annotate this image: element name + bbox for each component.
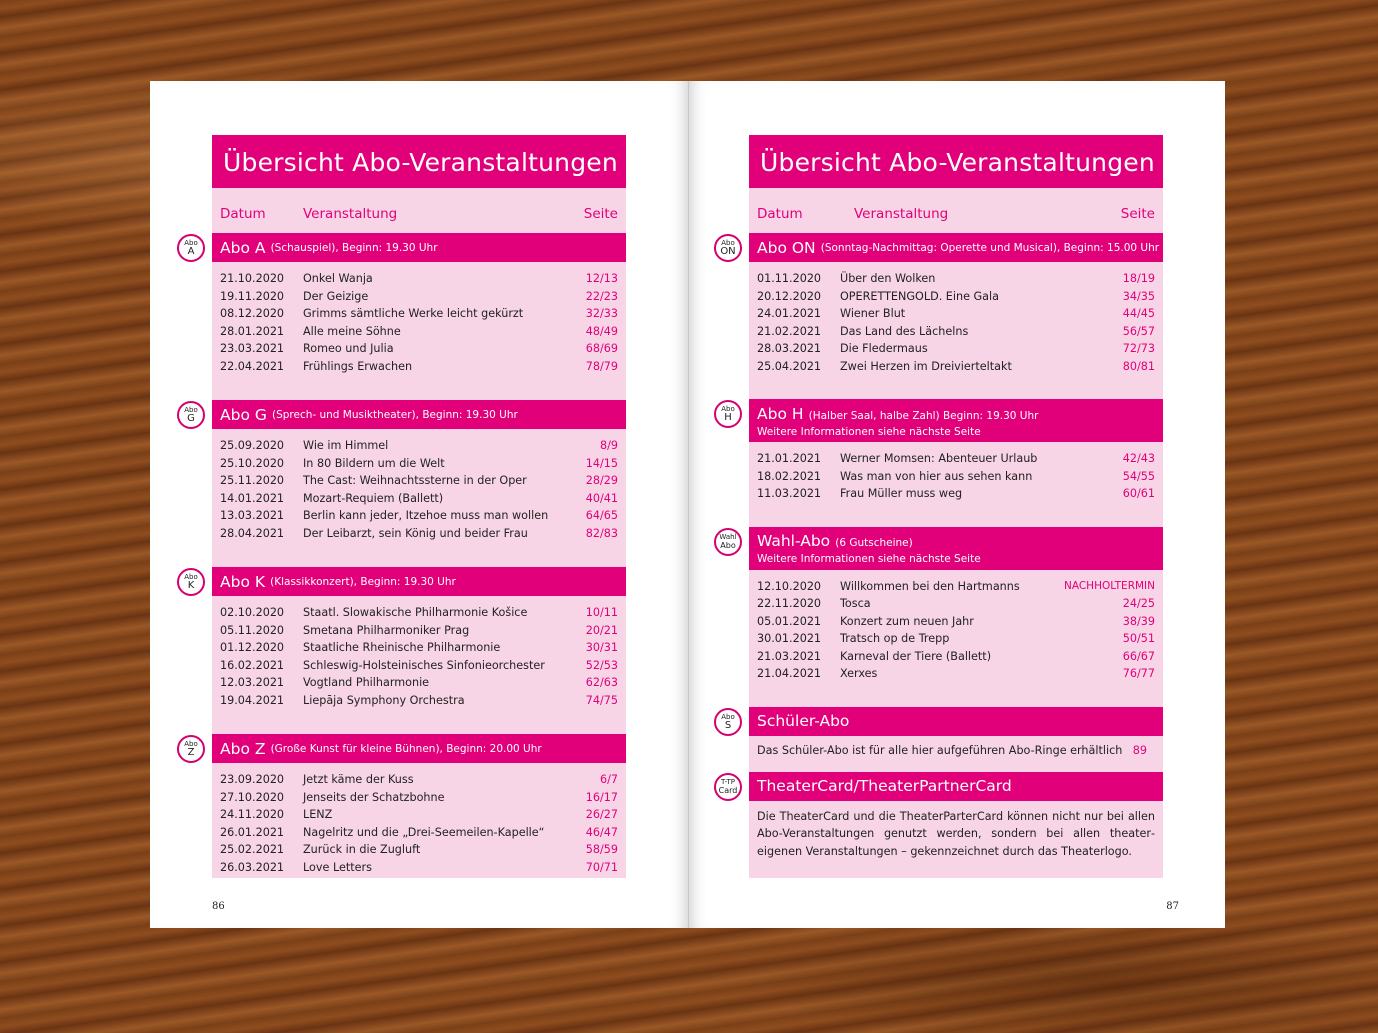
event-row (212, 692, 626, 710)
event-row (749, 648, 1163, 666)
event-row (749, 450, 1163, 468)
event-title: Der Leibarzt, sein König und beider Frau (303, 526, 528, 540)
page-title: Übersicht Abo-Veranstaltungen (749, 135, 1163, 188)
event-page: 42/43 (1122, 452, 1155, 465)
left-sections (184, 233, 626, 901)
event-row (749, 613, 1163, 631)
abo-badge-icon: Abo Z (177, 735, 205, 763)
event-title: Wiener Blut (840, 307, 906, 320)
event-row (749, 340, 1163, 358)
abo-badge-icon: Abo K (177, 568, 205, 596)
event-row (212, 859, 626, 877)
event-row (749, 485, 1163, 503)
event-page: 34/35 (1122, 289, 1155, 303)
event-date: 24.01.2021 (757, 307, 822, 320)
event-title: Mozart-Requiem (Ballett) (303, 491, 444, 505)
right-content (718, 135, 1163, 878)
event-page: 62/63 (585, 676, 618, 689)
event-date: 02.10.2020 (220, 606, 285, 619)
event-title: LENZ (303, 808, 333, 821)
section-detail: (Halber Saal, halbe Zahl) Beginn: 19.30 Uhr (808, 409, 1039, 422)
event-page: 60/61 (1122, 487, 1155, 500)
event-date: 26.01.2021 (220, 825, 285, 839)
section-detail: (Große Kunst für kleine Bühnen), Beginn: 20.00 Uhr (270, 742, 542, 755)
event-row (749, 288, 1163, 306)
event-page: 40/41 (585, 491, 618, 505)
left-page (150, 81, 688, 928)
event-title: Wie im Himmel (303, 439, 389, 452)
event-title: Jetzt käme der Kuss (303, 773, 414, 786)
column-date: Datum (220, 206, 266, 222)
event-row (212, 437, 626, 455)
event-page: 82/83 (585, 526, 618, 540)
event-title: Tratsch op de Trepp (840, 632, 950, 645)
event-date: 05.01.2021 (757, 614, 822, 628)
event-title: OPERETTENGOLD. Eine Gala (840, 289, 1000, 303)
theatercard-badge-icon: T-TP Card (714, 773, 742, 801)
event-title: Xerxes (840, 667, 878, 680)
event-list (212, 262, 626, 384)
event-page: 32/33 (585, 307, 618, 320)
event-row (212, 305, 626, 323)
section-bar (749, 233, 1163, 262)
event-title: Zurück in die Zugluft (303, 843, 421, 856)
event-list (749, 442, 1163, 512)
event-page: 64/65 (585, 509, 618, 522)
event-title: Onkel Wanja (303, 272, 373, 285)
event-page: 46/47 (585, 825, 618, 839)
schueler-info (749, 736, 1163, 766)
event-page: 58/59 (585, 843, 618, 856)
section-name: Abo ON (757, 238, 816, 257)
abo-section (720, 233, 1163, 384)
event-row (212, 455, 626, 473)
event-title: The Cast: Weihnachtssterne in der Oper (303, 474, 527, 487)
column-header (212, 188, 626, 233)
schueler-abo-section (721, 707, 1163, 766)
event-page: 70/71 (585, 860, 618, 874)
event-date: 28.01.2021 (220, 324, 285, 338)
event-date: 21.01.2021 (757, 452, 822, 465)
section-detail: (Klassikkonzert), Beginn: 19.30 Uhr (270, 575, 456, 588)
event-title: Liepāja Symphony Orchestra (303, 693, 465, 707)
event-row (749, 468, 1163, 486)
section-detail: (Sprech- und Musiktheater), Beginn: 19.30 Uhr (271, 408, 518, 421)
event-title: Zwei Herzen im Dreivierteltakt (840, 359, 1012, 373)
section-bar (212, 734, 626, 763)
event-date: 28.03.2021 (757, 342, 822, 355)
abo-section (184, 400, 626, 551)
event-row (212, 806, 626, 824)
event-page: 54/55 (1122, 469, 1155, 483)
event-row (749, 323, 1163, 341)
right-sections (719, 233, 1163, 707)
event-title: Karneval der Tiere (Ballett) (840, 649, 992, 663)
event-title: Frühlings Erwachen (303, 359, 413, 373)
event-list (212, 596, 626, 718)
right-page (689, 81, 1225, 928)
event-title: Nagelritz und die „Drei-Seemeilen-Kapelle“ (303, 825, 545, 839)
event-title: Tosca (840, 597, 871, 610)
section-detail: (Sonntag-Nachmittag: Operette und Musical), Beginn: 15.00 Uhr (820, 241, 1160, 254)
event-page: 24/25 (1122, 597, 1155, 610)
event-date: 23.09.2020 (220, 773, 285, 786)
event-list (212, 429, 626, 551)
event-date: 27.10.2020 (220, 790, 285, 804)
page-title: Übersicht Abo-Veranstaltungen (212, 135, 626, 188)
event-date: 23.03.2021 (220, 342, 285, 355)
page-number: 86 (212, 901, 225, 912)
event-date: 22.04.2021 (220, 359, 285, 373)
event-page: 22/23 (585, 289, 618, 303)
event-row (212, 358, 626, 376)
event-title: Love Letters (303, 860, 372, 874)
column-page: Seite (1120, 206, 1155, 222)
event-title: Über den Wolken (840, 272, 936, 285)
event-page: 28/29 (585, 474, 618, 487)
event-page: 50/51 (1122, 632, 1155, 645)
event-page: 72/73 (1122, 342, 1155, 355)
event-date: 25.11.2020 (220, 474, 285, 487)
event-row (212, 525, 626, 543)
theatercard-section (718, 772, 1163, 861)
event-date: 11.03.2021 (757, 487, 822, 500)
event-title: In 80 Bildern um die Welt (303, 456, 445, 470)
event-title: Was man von hier aus sehen kann (840, 469, 1033, 483)
event-page: 68/69 (585, 342, 618, 355)
event-row (749, 358, 1163, 376)
event-page: 26/27 (585, 808, 618, 821)
event-list (212, 763, 626, 885)
event-page: 10/11 (585, 606, 618, 619)
abo-badge-icon: Abo S (714, 708, 742, 736)
section-name: Abo K (220, 572, 266, 591)
section-bar (212, 233, 626, 262)
event-page: NACHHOLTERMIN (1064, 579, 1155, 592)
event-date: 19.11.2020 (220, 289, 285, 303)
event-row (212, 771, 626, 789)
event-row (212, 841, 626, 859)
section-name: TheaterCard/TheaterPartnerCard (757, 777, 1012, 795)
event-date: 14.01.2021 (220, 491, 285, 505)
event-page: 30/31 (585, 641, 618, 654)
abo-section (184, 233, 626, 384)
event-date: 30.01.2021 (757, 632, 822, 645)
event-date: 08.12.2020 (220, 307, 285, 320)
event-page: 12/13 (585, 272, 618, 285)
event-page: 14/15 (585, 456, 618, 470)
event-row (212, 639, 626, 657)
event-row (212, 789, 626, 807)
event-date: 19.04.2021 (220, 693, 285, 707)
event-row (212, 507, 626, 525)
column-page: Seite (583, 206, 618, 222)
event-date: 01.12.2020 (220, 641, 285, 654)
event-row (212, 674, 626, 692)
section-name: Abo Z (220, 739, 266, 758)
event-page: 8/9 (599, 439, 618, 452)
event-page: 48/49 (585, 324, 618, 338)
event-date: 22.11.2020 (757, 597, 822, 610)
page-number: 87 (1166, 901, 1179, 912)
section-subtitle: Weitere Informationen siehe nächste Seite (757, 425, 981, 438)
section-bar (749, 527, 1163, 570)
event-row (212, 622, 626, 640)
event-title: Berlin kann jeder, Itzehoe muss man wollen (303, 509, 549, 522)
event-title: Willkommen bei den Hartmanns (840, 579, 1020, 593)
schueler-page: 89 (1132, 743, 1147, 757)
event-date: 21.02.2021 (757, 324, 822, 338)
section-name: Abo H (757, 404, 804, 423)
abo-badge-icon: Abo A (177, 234, 205, 262)
column-event: Veranstaltung (303, 206, 398, 222)
section-name: Schüler-Abo (757, 712, 850, 730)
event-page: 20/21 (585, 623, 618, 637)
event-row (212, 323, 626, 341)
column-header (749, 188, 1163, 233)
event-date: 18.02.2021 (757, 469, 822, 483)
event-date: 05.11.2020 (220, 623, 285, 637)
section-detail: (Schauspiel), Beginn: 19.30 Uhr (270, 241, 438, 254)
event-row (749, 578, 1163, 596)
event-date: 20.12.2020 (757, 289, 822, 303)
event-page: 16/17 (585, 790, 618, 804)
event-title: Schleswig-Holsteinisches Sinfonieorchester (303, 658, 545, 672)
event-row (212, 288, 626, 306)
event-title: Die Fledermaus (840, 342, 928, 355)
section-bar (749, 772, 1163, 801)
event-row (212, 657, 626, 675)
event-date: 12.10.2020 (757, 579, 822, 593)
event-title: Werner Momsen: Abenteuer Urlaub (840, 452, 1038, 465)
event-row (749, 305, 1163, 323)
event-row (212, 604, 626, 622)
event-title: Staatliche Rheinische Philharmonie (303, 641, 501, 654)
event-title: Grimms sämtliche Werke leicht gekürzt (303, 307, 524, 320)
event-row (749, 665, 1163, 683)
abo-section (721, 399, 1163, 512)
event-date: 12.03.2021 (220, 676, 285, 689)
event-title: Das Land des Lächelns (840, 324, 969, 338)
event-page: 38/39 (1122, 614, 1155, 628)
event-page: 74/75 (585, 693, 618, 707)
theatercard-text: Die TheaterCard und die TheaterParterCard können nicht nur bei allen Abo-Veranstaltungen genutzt werden, sondern bei allen theatereigenen Veranstaltungen – gekennzeichnet durch das Theaterlogo. (757, 809, 1155, 858)
abo-section (184, 567, 626, 718)
event-page: 18/19 (1122, 272, 1155, 285)
event-page: 52/53 (585, 658, 618, 672)
event-date: 26.03.2021 (220, 860, 285, 874)
event-date: 13.03.2021 (220, 509, 285, 522)
schueler-text: Das Schüler-Abo ist für alle hier aufgeführen Abo-Ringe erhältlich (757, 743, 1123, 757)
section-bar (749, 707, 1163, 736)
event-page: 78/79 (585, 359, 618, 373)
event-row (212, 472, 626, 490)
event-list (749, 570, 1163, 692)
section-bar (212, 400, 626, 429)
section-name: Abo A (220, 238, 266, 257)
event-date: 25.10.2020 (220, 456, 285, 470)
event-row (212, 824, 626, 842)
event-date: 21.10.2020 (220, 272, 285, 285)
event-page: 80/81 (1122, 359, 1155, 373)
abo-badge-icon: Abo ON (714, 234, 742, 262)
event-title: Smetana Philharmoniker Prag (303, 623, 470, 637)
abo-section (184, 734, 626, 885)
event-page: 66/67 (1122, 649, 1155, 663)
event-row (212, 490, 626, 508)
event-title: Der Geizige (303, 289, 369, 303)
event-title: Jenseits der Schatzbohne (303, 790, 445, 804)
event-row (212, 270, 626, 288)
event-row (749, 630, 1163, 648)
event-row (749, 595, 1163, 613)
left-content (184, 135, 626, 878)
event-date: 28.04.2021 (220, 526, 285, 540)
event-title: Alle meine Söhne (303, 324, 401, 338)
event-row (212, 340, 626, 358)
event-date: 25.09.2020 (220, 439, 285, 452)
event-page: 56/57 (1122, 324, 1155, 338)
event-date: 25.04.2021 (757, 359, 822, 373)
event-date: 16.02.2021 (220, 658, 285, 672)
event-title: Staatl. Slowakische Philharmonie Košice (303, 606, 528, 619)
event-title: Romeo und Julia (303, 342, 394, 355)
event-title: Vogtland Philharmonie (303, 676, 430, 689)
event-title: Konzert zum neuen Jahr (840, 614, 974, 628)
event-page: 76/77 (1122, 667, 1155, 680)
event-date: 21.03.2021 (757, 649, 822, 663)
event-page: 6/7 (599, 773, 618, 786)
column-event: Veranstaltung (854, 206, 949, 222)
section-bar (749, 399, 1163, 442)
section-subtitle: Weitere Informationen siehe nächste Seite (757, 553, 981, 565)
event-date: 24.11.2020 (220, 808, 285, 821)
section-name: Abo G (220, 405, 267, 424)
event-title: Frau Müller muss weg (840, 487, 963, 500)
section-bar (212, 567, 626, 596)
column-date: Datum (757, 206, 803, 222)
abo-badge-icon: Abo H (714, 400, 742, 428)
abo-badge-icon: Abo G (177, 401, 205, 429)
event-page: 44/45 (1122, 307, 1155, 320)
event-date: 25.02.2021 (220, 843, 285, 856)
event-row (749, 270, 1163, 288)
abo-section (719, 527, 1163, 692)
section-detail: (6 Gutscheine) (835, 537, 913, 549)
event-list (749, 262, 1163, 384)
section-name: Wahl-Abo (757, 532, 831, 550)
event-date: 01.11.2020 (757, 272, 822, 285)
event-date: 21.04.2021 (757, 667, 822, 680)
abo-badge-icon: Wahl Abo (714, 528, 742, 556)
